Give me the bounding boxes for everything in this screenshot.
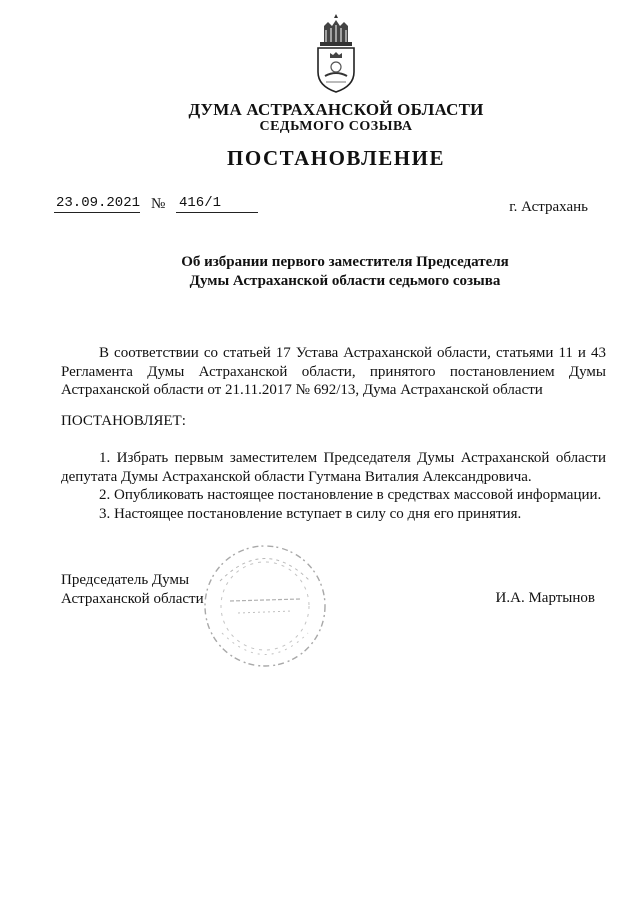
document-type-title: ПОСТАНОВЛЕНИЕ: [227, 146, 445, 170]
resolution-item: 2. Опубликовать настоящее постановление в средствах массовой информации.: [99, 487, 602, 504]
position-line-1: Председатель Думы: [61, 572, 190, 588]
resolution-items: [61, 449, 606, 523]
preamble-paragraph: В соответствии со статьей 17 Устава Астраханской области, статьями 11 и 43 Регламента Думы Астраханской области, принятого постановлением Думы Астраханской области от 21.11.2017 № 692/13, Дума Астраханской области: [61, 345, 606, 399]
document-date: 23.09.2021: [56, 195, 141, 211]
document-city: г. Астрахань: [509, 199, 588, 215]
signatory-position: [61, 571, 204, 608]
document-number: 416/1: [179, 195, 222, 211]
number-underline: [176, 212, 258, 213]
coat-of-arms-icon: [306, 12, 366, 94]
subject-line-1: Об избрании первого заместителя Председателя: [181, 254, 509, 270]
subject-line-2: Думы Астраханской области седьмого созыва: [189, 273, 501, 289]
position-line-2: Астраханской области: [61, 590, 204, 607]
official-seal-stamp-icon: [200, 541, 330, 671]
date-underline: [54, 212, 140, 213]
resolution-item: 1. Избрать первым заместителем Председателя Думы Астраханской области депутата Думы Астраханской области Гутмана Виталия Александровича.: [61, 450, 606, 485]
number-sign: №: [151, 196, 166, 212]
resolution-item: 3. Настоящее постановление вступает в силу со дня его принятия.: [99, 505, 522, 522]
convocation-title: СЕДЬМОГО СОЗЫВА: [259, 119, 413, 134]
organization-title: ДУМА АСТРАХАНСКОЙ ОБЛАСТИ: [188, 100, 484, 119]
resolves-heading: ПОСТАНОВЛЯЕТ:: [61, 413, 186, 429]
signatory-name: И.А. Мартынов: [495, 590, 595, 606]
